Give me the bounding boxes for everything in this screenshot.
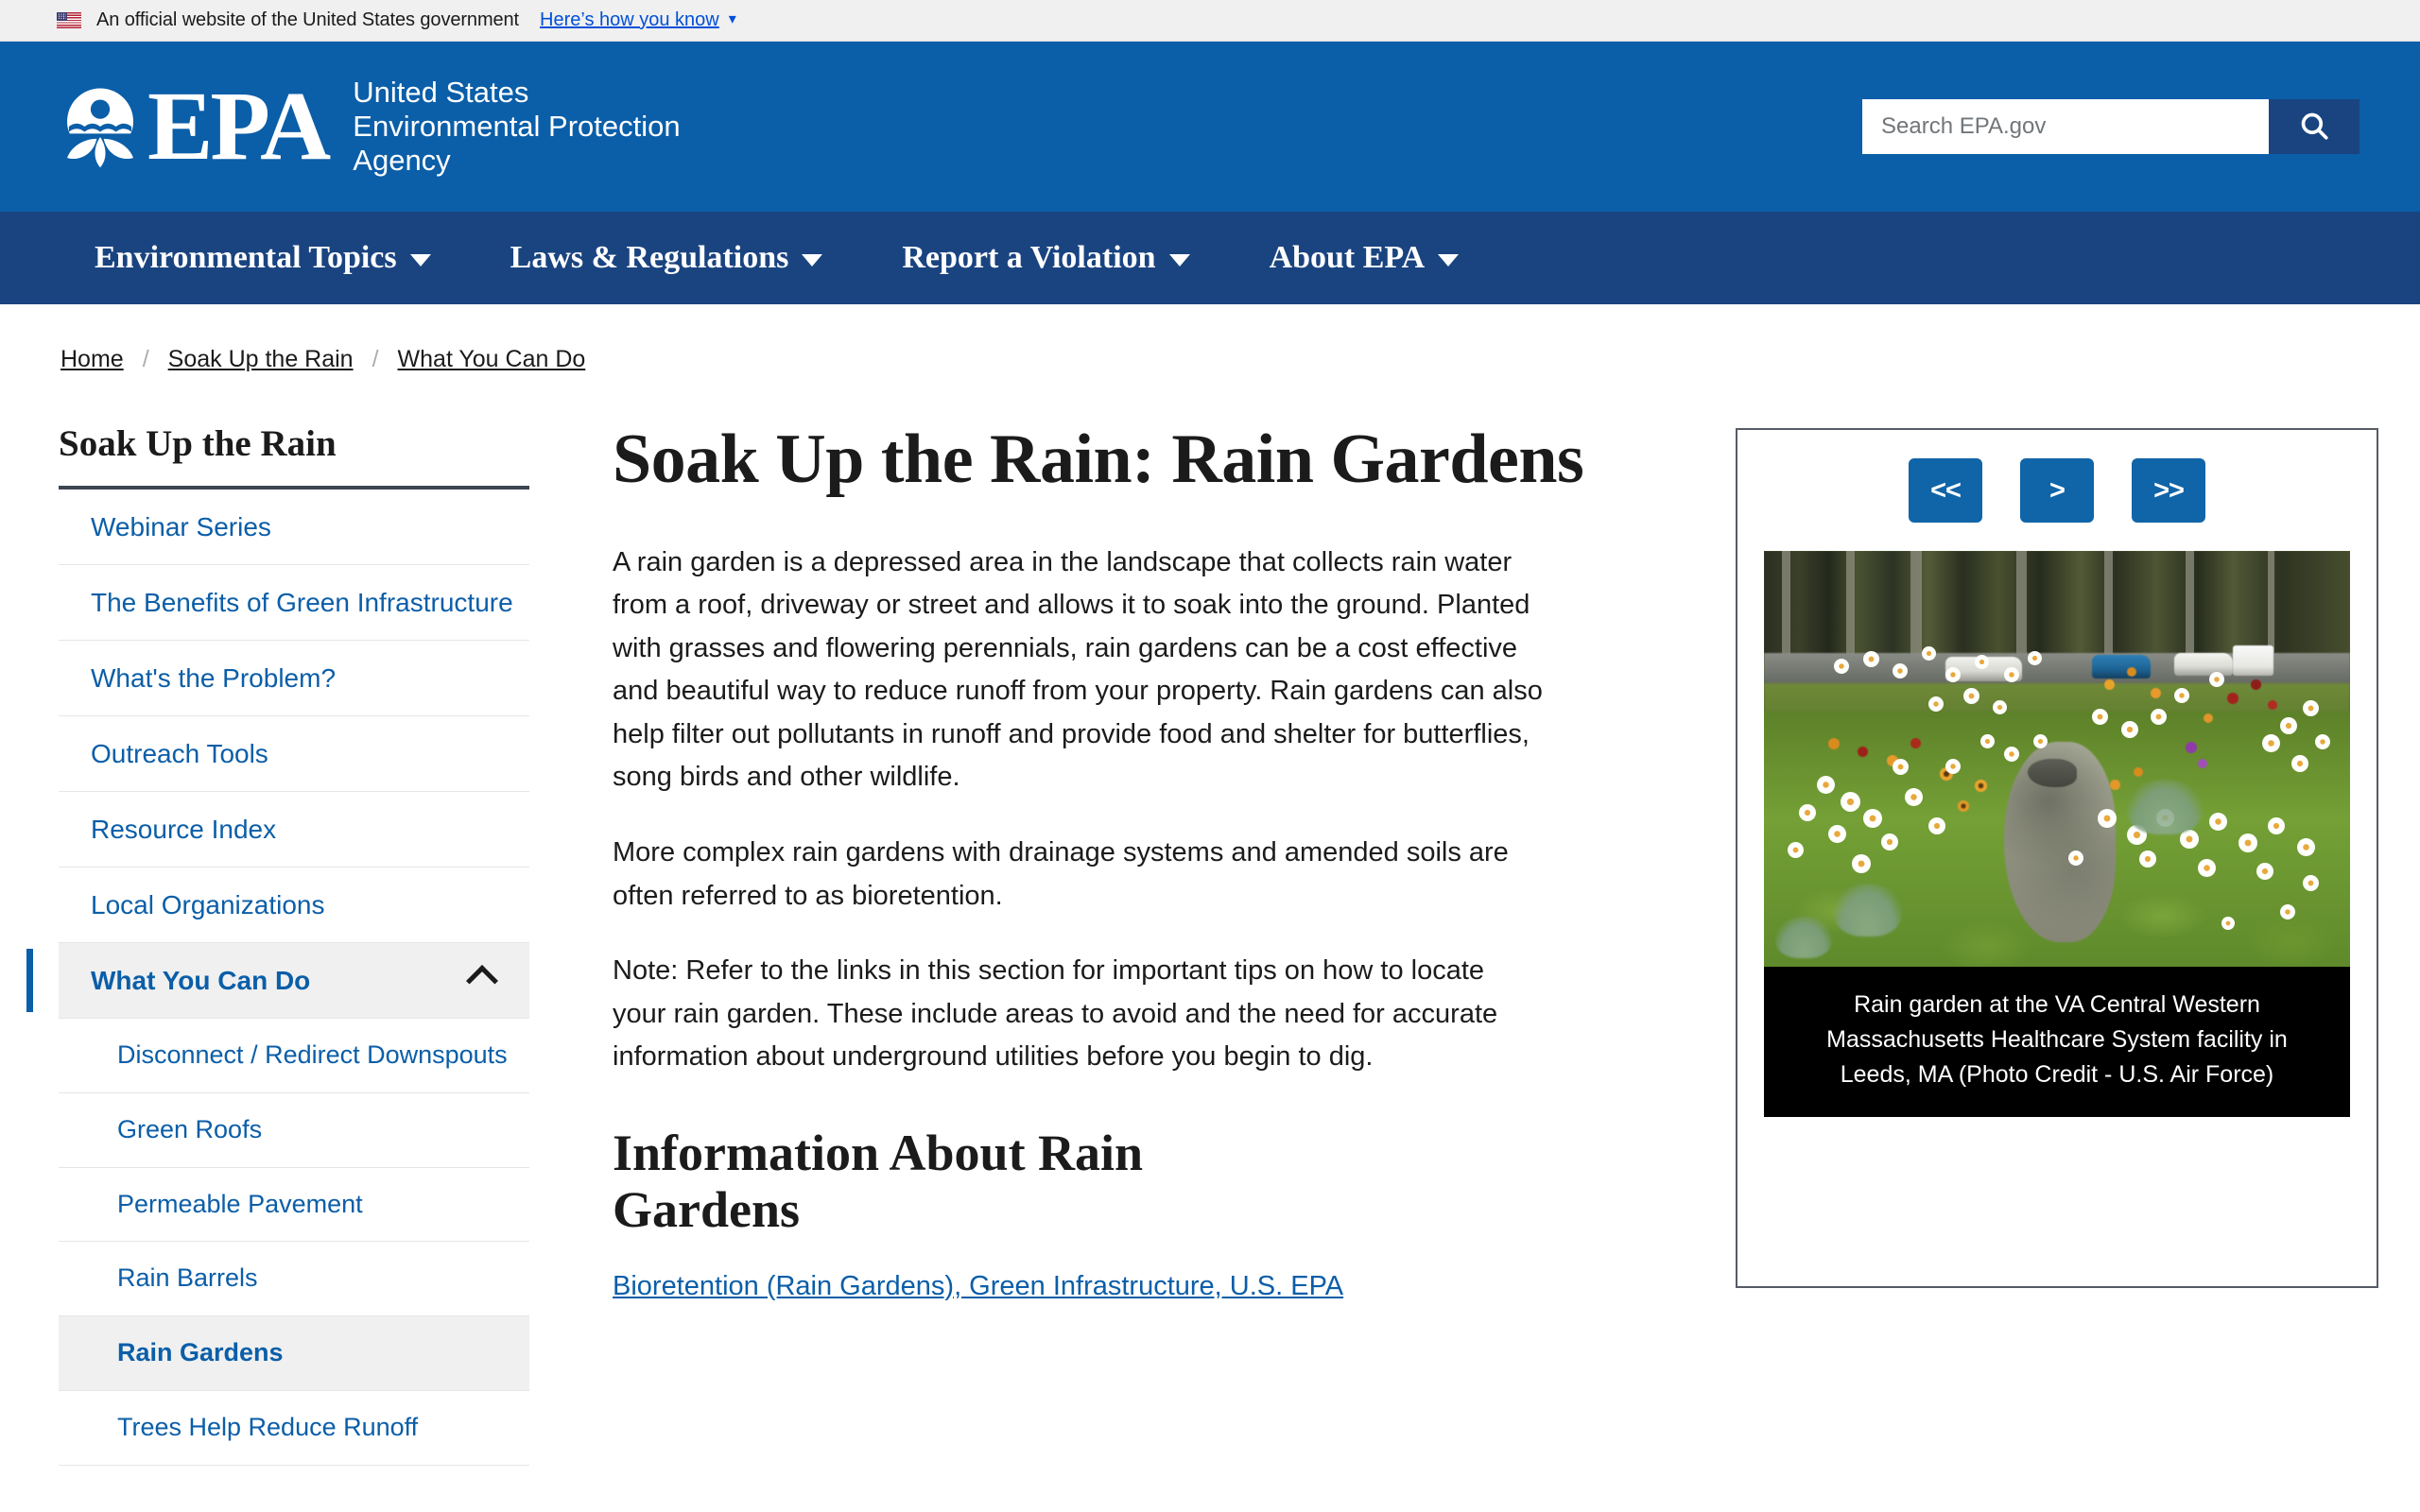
breadcrumb-item-soak-up-the-rain[interactable]: Soak Up the Rain <box>167 346 354 372</box>
sidebar <box>0 422 586 1466</box>
nav-item-label: Laws & Regulations <box>510 240 789 275</box>
chevron-up-icon[interactable] <box>466 965 498 997</box>
rain-garden-photo <box>1764 551 2350 967</box>
section-heading-information: Information About Rain Gardens <box>613 1124 1144 1239</box>
carousel-last-button[interactable]: >> <box>2132 458 2205 523</box>
epa-seal-icon <box>57 83 144 170</box>
article-column <box>586 422 1707 1466</box>
sidebar-item-label[interactable]: Outreach Tools <box>91 739 268 768</box>
agency-name-line1: United States <box>353 75 529 109</box>
sidebar-item-rain-barrels[interactable] <box>59 1242 529 1316</box>
epa-brand[interactable] <box>57 72 681 181</box>
carousel-first-button[interactable]: << <box>1909 458 1982 523</box>
link-bioretention-rain-gardens[interactable]: Bioretention (Rain Gardens), Green Infrastructure, U.S. EPA <box>613 1270 1344 1301</box>
photo-caption: Rain garden at the VA Central Western Massachusetts Healthcare System facility in Leeds, MA (Photo Credit - U.S. Air Force) <box>1764 967 2350 1117</box>
epa-wordmark: EPA <box>147 72 329 181</box>
sidebar-item-whats-the-problem[interactable] <box>59 641 529 716</box>
sidebar-item-label[interactable]: Permeable Pavement <box>117 1189 363 1218</box>
how-you-know-link[interactable]: Here’s how you know <box>540 9 719 30</box>
carousel-next-button[interactable]: > <box>2020 458 2094 523</box>
intro-paragraph: A rain garden is a depressed area in the landscape that collects rain water from a roof, driveway or street and allows it to soak into the ground. Planted with grasses and flowering perennials, rain gardens can be a cost effective and beautiful way to reduce runoff from your property. Rain gardens can also help filter out pollutants in runoff and provide food and shelter for butterflies, song birds and other wildlife. <box>613 546 1543 793</box>
sidebar-item-green-roofs[interactable] <box>59 1093 529 1168</box>
gov-banner-text: An official website of the United States government <box>96 9 520 30</box>
sidebar-item-rain-gardens[interactable] <box>59 1316 529 1391</box>
page-title: Soak Up the Rain: Rain Gardens <box>613 421 1584 498</box>
chevron-down-icon <box>1169 254 1190 266</box>
sidebar-item-resource-index[interactable] <box>59 792 529 868</box>
sidebar-item-what-you-can-do[interactable] <box>59 943 529 1019</box>
sidebar-item-label: What You Can Do <box>91 966 311 995</box>
sidebar-item-label[interactable]: Webinar Series <box>91 512 271 541</box>
sidebar-item-permeable-pavement[interactable] <box>59 1168 529 1243</box>
sidebar-item-trees-help-reduce-runoff[interactable] <box>59 1391 529 1466</box>
sidebar-item-label[interactable]: Rain Barrels <box>117 1263 258 1293</box>
breadcrumb-separator: / <box>142 346 149 372</box>
sidebar-item-webinar-series[interactable] <box>59 490 529 565</box>
breadcrumb-separator: / <box>372 346 379 372</box>
sidebar-item-label[interactable]: Local Organizations <box>91 890 325 919</box>
image-carousel <box>1736 428 2378 1288</box>
sidebar-item-disconnect-redirect-downspouts[interactable] <box>59 1019 529 1093</box>
main-content <box>586 422 2420 1466</box>
sidebar-item-label[interactable]: Resource Index <box>91 815 277 844</box>
nav-item-about-epa[interactable] <box>1270 240 1460 276</box>
chevron-down-icon[interactable]: ▾ <box>728 10 736 27</box>
us-flag-icon <box>57 12 81 28</box>
sidebar-item-label[interactable]: Green Roofs <box>117 1114 263 1143</box>
agency-name <box>353 76 680 179</box>
nav-item-label: Environmental Topics <box>95 240 397 275</box>
sidebar-item-label[interactable]: Disconnect / Redirect Downspouts <box>117 1040 508 1069</box>
note-paragraph: Note: Refer to the links in this section for important tips on how to locate your rain garden. These include areas to avoid and the need for accurate information about underground utilities before you begin to dig. <box>613 955 1498 1073</box>
search-input[interactable] <box>1862 99 2269 154</box>
nav-item-label: About EPA <box>1269 240 1426 275</box>
search-icon <box>2298 110 2330 145</box>
nav-item-environmental-topics[interactable] <box>95 240 431 276</box>
chevron-down-icon <box>802 254 822 266</box>
search-button[interactable] <box>2269 99 2360 154</box>
carousel-figure <box>1764 551 2350 1117</box>
sidebar-item-label[interactable]: The Benefits of Green Infrastructure <box>91 588 513 617</box>
sidebar-item-label[interactable]: Rain Gardens <box>117 1338 284 1366</box>
search-form <box>1862 99 2360 154</box>
carousel-controls <box>1764 458 2350 523</box>
chevron-down-icon <box>410 254 431 266</box>
sidebar-item-local-organizations[interactable] <box>59 868 529 943</box>
sidebar-menu <box>59 490 529 1466</box>
gov-banner <box>0 0 2420 42</box>
page-body <box>0 373 2420 1466</box>
chevron-down-icon <box>1438 254 1459 266</box>
nav-item-label: Report a Violation <box>902 240 1156 275</box>
sidebar-item-label[interactable]: What's the Problem? <box>91 663 337 693</box>
nav-item-laws-regulations[interactable] <box>510 240 823 276</box>
agency-name-line2: Environmental Protection <box>353 109 681 143</box>
breadcrumb-item-home[interactable]: Home <box>60 346 124 372</box>
breadcrumb-item-what-you-can-do[interactable]: What You Can Do <box>397 346 586 372</box>
agency-name-line3: Agency <box>353 144 451 178</box>
nav-item-report-violation[interactable] <box>902 240 1189 276</box>
sidebar-item-benefits-green-infrastructure[interactable] <box>59 565 529 641</box>
breadcrumb <box>0 304 2420 373</box>
epa-header <box>0 42 2420 212</box>
bioretention-paragraph: More complex rain gardens with drainage systems and amended soils are often referred to as bioretention. <box>613 837 1509 911</box>
sidebar-item-outreach-tools[interactable] <box>59 716 529 792</box>
sidebar-title: Soak Up the Rain <box>59 422 529 490</box>
sidebar-item-label[interactable]: Trees Help Reduce Runoff <box>117 1412 419 1441</box>
main-navigation <box>0 212 2420 304</box>
